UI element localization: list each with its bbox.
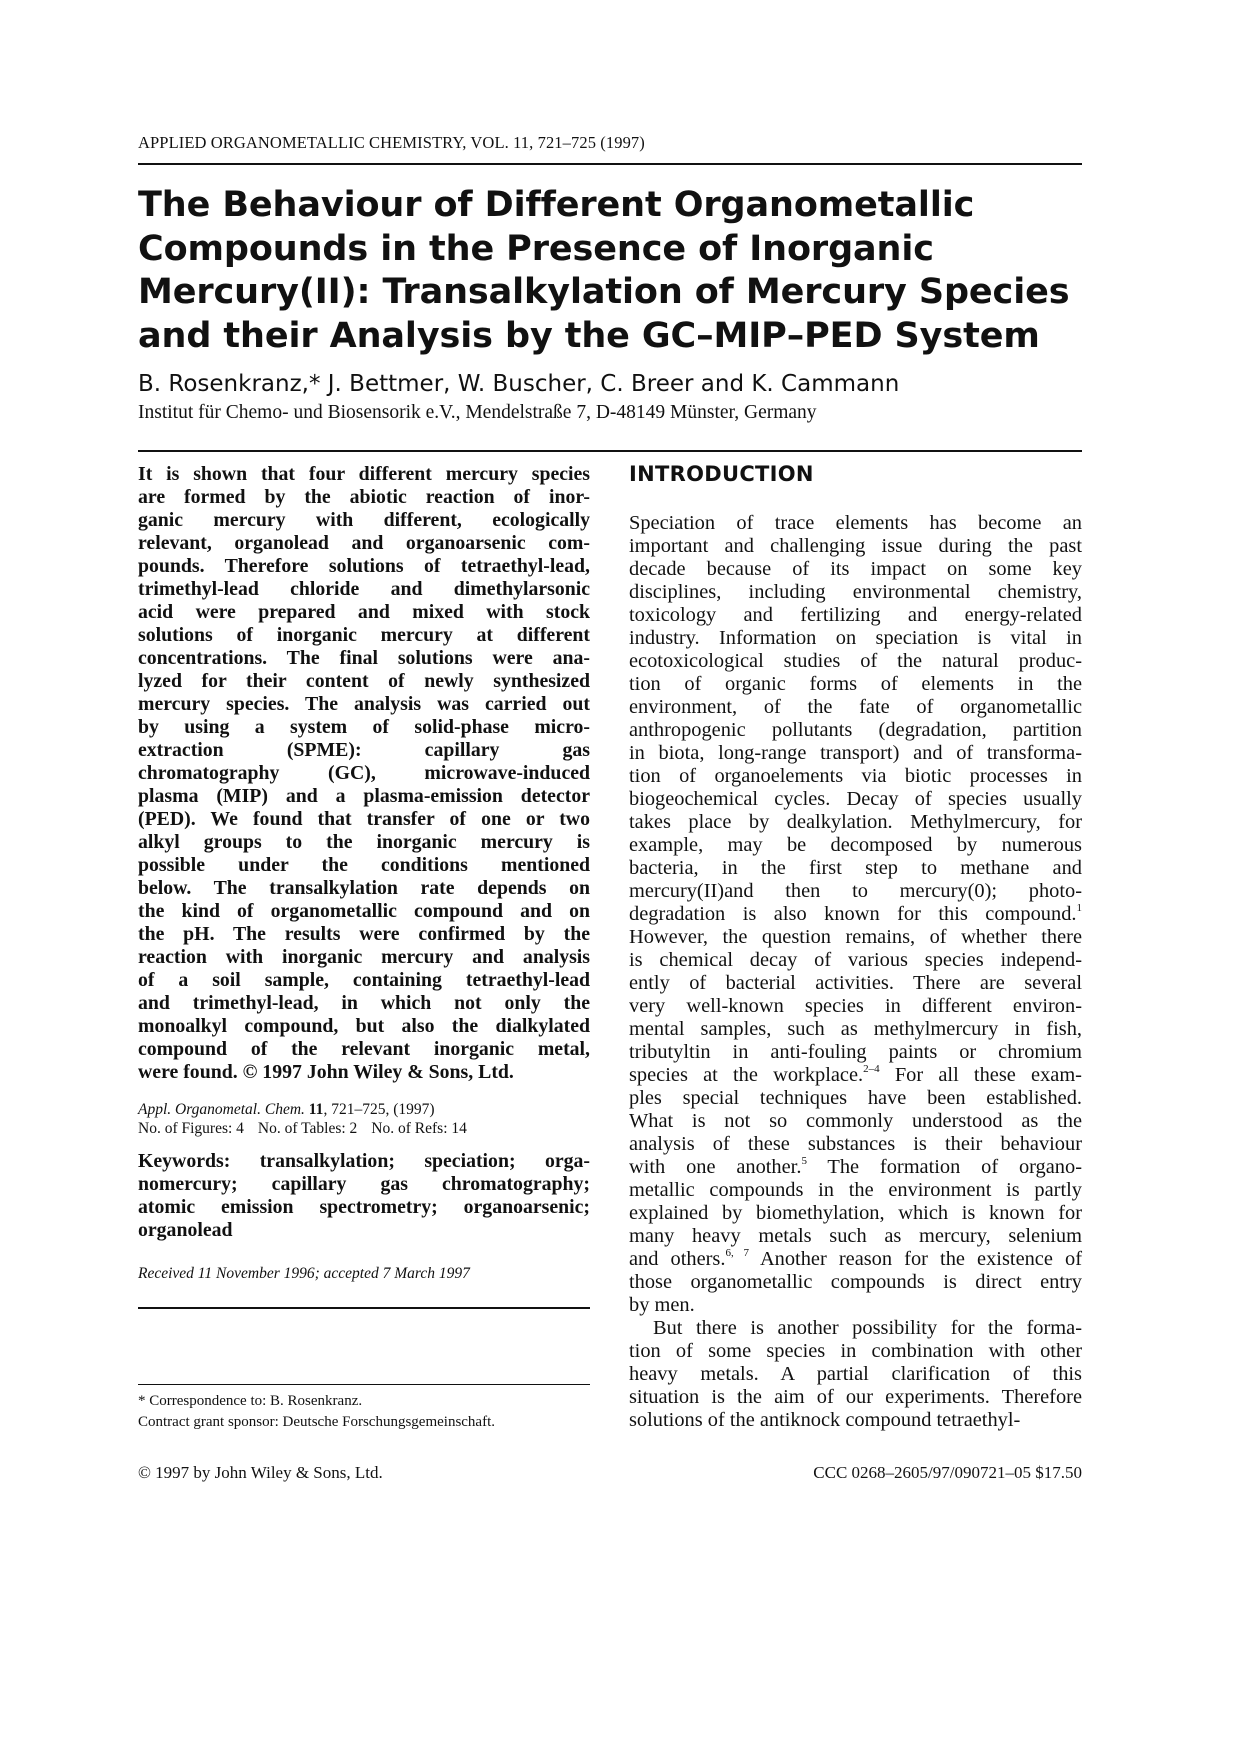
line-text: ples special techniques have been established. [629, 1087, 1082, 1109]
citation-journal: Appl. Organometal. Chem. [138, 1101, 305, 1118]
text-line [629, 581, 1082, 604]
line-text: However, the question remains, of whether there [629, 926, 1082, 948]
text-line: lyzed for their content of newly synthesized [138, 670, 590, 692]
line-text: situation is the aim of our experiments. Therefore [629, 1386, 1082, 1408]
affiliation: Institut für Chemo- und Biosensorik e.V., Mendelstraße 7, D-48149 Münster, Germany [138, 402, 817, 423]
text-line [629, 995, 1082, 1018]
title-line: Mercury(II): Transalkylation of Mercury Species [138, 272, 1070, 312]
text-line: are formed by the abiotic reaction of inor- [138, 486, 590, 508]
text-line: of a soil sample, containing tetraethyl-lead [138, 969, 590, 991]
line-text: tion of organoelements via biotic processes in [629, 765, 1082, 787]
text-line [629, 1340, 1082, 1363]
copyright-notice: © 1997 by John Wiley & Sons, Ltd. [138, 1463, 383, 1482]
title-line: Compounds in the Presence of Inorganic [138, 228, 934, 269]
line-text: tributyltin in anti-fouling paints or chromium [629, 1041, 1082, 1063]
line-text: important and challenging issue during the past [629, 535, 1082, 557]
text-line: reaction with inorganic mercury and analysis [138, 946, 590, 968]
line-text: For all these exam- [879, 1064, 1082, 1086]
reference-superscript: 2–4 [863, 1063, 880, 1076]
introduction-body [629, 512, 1082, 1432]
text-line [629, 1202, 1082, 1225]
text-line: and trimethyl-lead, in which not only the [138, 992, 590, 1014]
text-line [629, 788, 1082, 811]
text-line [629, 765, 1082, 788]
journal-header: APPLIED ORGANOMETALLIC CHEMISTRY, VOL. 11, 721–725 (1997) [138, 133, 645, 152]
text-line [629, 512, 1082, 535]
text-line [629, 926, 1082, 949]
line-text: and others. [629, 1248, 726, 1270]
figure-count: No. of Figures: 4 [138, 1120, 244, 1137]
text-line: by using a system of solid-phase micro- [138, 716, 590, 738]
title-rule [138, 450, 1082, 452]
text-line [629, 1225, 1082, 1248]
text-line [629, 1363, 1082, 1386]
text-line [629, 1087, 1082, 1110]
reference-superscript: 6, 7 [725, 1247, 749, 1260]
correspondence-footnote: * Correspondence to: B. Rosenkranz. [138, 1393, 363, 1409]
line-text: The formation of organo- [806, 1156, 1082, 1178]
line-text: What is not so commonly understood as the [629, 1110, 1082, 1132]
ccc-code: CCC 0268–2605/97/090721–05 $17.50 [813, 1463, 1082, 1482]
line-text: decade because of its impact on some key [629, 558, 1082, 580]
keywords [138, 1150, 590, 1242]
line-text: very well-known species in different environ- [629, 995, 1082, 1017]
line-text: with one another. [629, 1156, 802, 1178]
text-line: possible under the conditions mentioned [138, 854, 590, 876]
text-line [629, 696, 1082, 719]
text-line [629, 627, 1082, 650]
text-line: chromatography (GC), microwave-induced [138, 762, 590, 784]
line-text: mental samples, such as methylmercury in fish, [629, 1018, 1082, 1040]
header-rule [138, 163, 1082, 165]
text-line: the pH. The results were confirmed by the [138, 923, 590, 945]
text-line [629, 857, 1082, 880]
text-line [629, 1133, 1082, 1156]
text-line: compound of the relevant inorganic metal, [138, 1038, 590, 1060]
text-line: below. The transalkylation rate depends on [138, 877, 590, 899]
text-line: Keywords: transalkylation; speciation; orga- [138, 1150, 590, 1172]
line-text: Another reason for the existence of [748, 1248, 1082, 1270]
line-text: in biota, long-range transport) and of transforma- [629, 742, 1082, 764]
table-count: No. of Tables: 2 [257, 1120, 358, 1137]
text-line: monoalkyl compound, but also the dialkylated [138, 1015, 590, 1037]
author-list: B. Rosenkranz,* J. Bettmer, W. Buscher, C. Breer and K. Cammann [138, 371, 900, 397]
text-line [629, 535, 1082, 558]
line-text: tion of some species in combination with other [629, 1340, 1082, 1362]
text-line [629, 1064, 1082, 1087]
reference-superscript: 5 [801, 1155, 807, 1168]
line-text: tion of organic forms of elements in the [629, 673, 1082, 695]
paper-page [138, 0, 1082, 1755]
line-text: explained by biomethylation, which is known for [629, 1202, 1082, 1224]
text-line: mercury species. The analysis was carried out [138, 693, 590, 715]
text-line: atomic emission spectrometry; organoarsenic; [138, 1196, 590, 1218]
text-line [629, 972, 1082, 995]
text-line [629, 834, 1082, 857]
text-line [629, 742, 1082, 765]
text-line [629, 880, 1082, 903]
line-text: by men. [629, 1294, 695, 1316]
text-line: relevant, organolead and organoarsenic com- [138, 532, 590, 554]
text-line [629, 1409, 1082, 1432]
text-line [629, 811, 1082, 834]
line-text: mercury(II)and then to mercury(0); photo- [629, 880, 1082, 902]
grant-footnote: Contract grant sponsor: Deutsche Forschungsgemeinschaft. [138, 1414, 496, 1430]
line-text: solutions of the antiknock compound tetraethyl- [629, 1409, 1021, 1431]
citation-volume: 11 [308, 1101, 324, 1118]
citation-line [138, 1100, 590, 1119]
text-line [629, 604, 1082, 627]
line-text: heavy metals. A partial clarification of this [629, 1363, 1082, 1385]
citation-pages: , 721–725, (1997) [323, 1101, 435, 1118]
text-line: were found. © 1997 John Wiley & Sons, Ltd. [138, 1061, 514, 1083]
text-line [629, 1248, 1082, 1271]
line-text: ecotoxicological studies of the natural produc- [629, 650, 1082, 672]
line-text: bacteria, in the first step to methane and [629, 857, 1082, 879]
text-line [629, 558, 1082, 581]
text-line [629, 650, 1082, 673]
title-line: and their Analysis by the GC–MIP–PED System [138, 315, 1040, 356]
line-text: But there is another possibility for the forma- [653, 1317, 1082, 1339]
text-line [629, 1386, 1082, 1409]
line-text: metallic compounds in the environment is partly [629, 1179, 1082, 1201]
text-line: pounds. Therefore solutions of tetraethyl-lead, [138, 555, 590, 577]
text-line: extraction (SPME): capillary gas [138, 739, 590, 761]
text-line [629, 673, 1082, 696]
line-text: anthropogenic pollutants (degradation, partition [629, 719, 1082, 741]
text-line: acid were prepared and mixed with stock [138, 601, 590, 623]
line-text: takes place by dealkylation. Methylmercury, for [629, 811, 1082, 833]
text-line [629, 1179, 1082, 1202]
text-line [629, 1317, 1082, 1340]
line-text: is chemical decay of various species independ- [629, 949, 1082, 971]
text-line [629, 949, 1082, 972]
text-line [629, 903, 1082, 926]
abstract [138, 463, 590, 1084]
text-line [629, 1041, 1082, 1064]
text-line: concentrations. The final solutions were ana- [138, 647, 590, 669]
text-line [629, 1110, 1082, 1133]
line-text: degradation is also known for this compound. [629, 903, 1077, 925]
abstract-end-rule [138, 1307, 590, 1309]
line-text: disciplines, including environmental chemistry, [629, 581, 1082, 603]
line-text: analysis of these substances is their behaviour [629, 1133, 1082, 1155]
text-line: It is shown that four different mercury species [138, 463, 590, 485]
text-line: (PED). We found that transfer of one or two [138, 808, 590, 830]
line-text: industry. Information on speciation is vital in [629, 627, 1082, 649]
line-text: species at the workplace. [629, 1064, 864, 1086]
received-date: Received 11 November 1996; accepted 7 March 1997 [138, 1265, 470, 1282]
line-text: biogeochemical cycles. Decay of species usually [629, 788, 1082, 810]
article-title [138, 184, 1082, 358]
text-line: organolead [138, 1219, 233, 1241]
line-text: many heavy metals such as mercury, selenium [629, 1225, 1082, 1247]
text-line: trimethyl-lead chloride and dimethylarsonic [138, 578, 590, 600]
text-line: plasma (MIP) and a plasma-emission detector [138, 785, 590, 807]
line-text: those organometallic compounds is direct entry [629, 1271, 1082, 1293]
text-line [629, 1156, 1082, 1179]
text-line [629, 1294, 1082, 1317]
text-line: nomercury; capillary gas chromatography; [138, 1173, 590, 1195]
text-line [629, 719, 1082, 742]
text-line: the kind of organometallic compound and on [138, 900, 590, 922]
line-text: toxicology and fertilizing and energy-related [629, 604, 1082, 626]
section-heading: INTRODUCTION [629, 462, 814, 486]
text-line [629, 1271, 1082, 1294]
title-line: The Behaviour of Different Organometallic [138, 185, 975, 225]
text-line: alkyl groups to the inorganic mercury is [138, 831, 590, 853]
footnote-rule [138, 1384, 590, 1385]
reference-superscript: 1 [1076, 902, 1082, 915]
text-line: ganic mercury with different, ecologically [138, 509, 590, 531]
text-line [629, 1018, 1082, 1041]
line-text: example, may be decomposed by numerous [629, 834, 1082, 856]
text-line: solutions of inorganic mercury at different [138, 624, 590, 646]
line-text: environment, of the fate of organometallic [629, 696, 1082, 718]
line-text: ently of bacterial activities. There are several [629, 972, 1082, 994]
line-text: Speciation of trace elements has become an [629, 512, 1082, 534]
citation-counts [138, 1119, 590, 1138]
citation-block [138, 1100, 590, 1138]
ref-count: No. of Refs: 14 [371, 1120, 467, 1137]
